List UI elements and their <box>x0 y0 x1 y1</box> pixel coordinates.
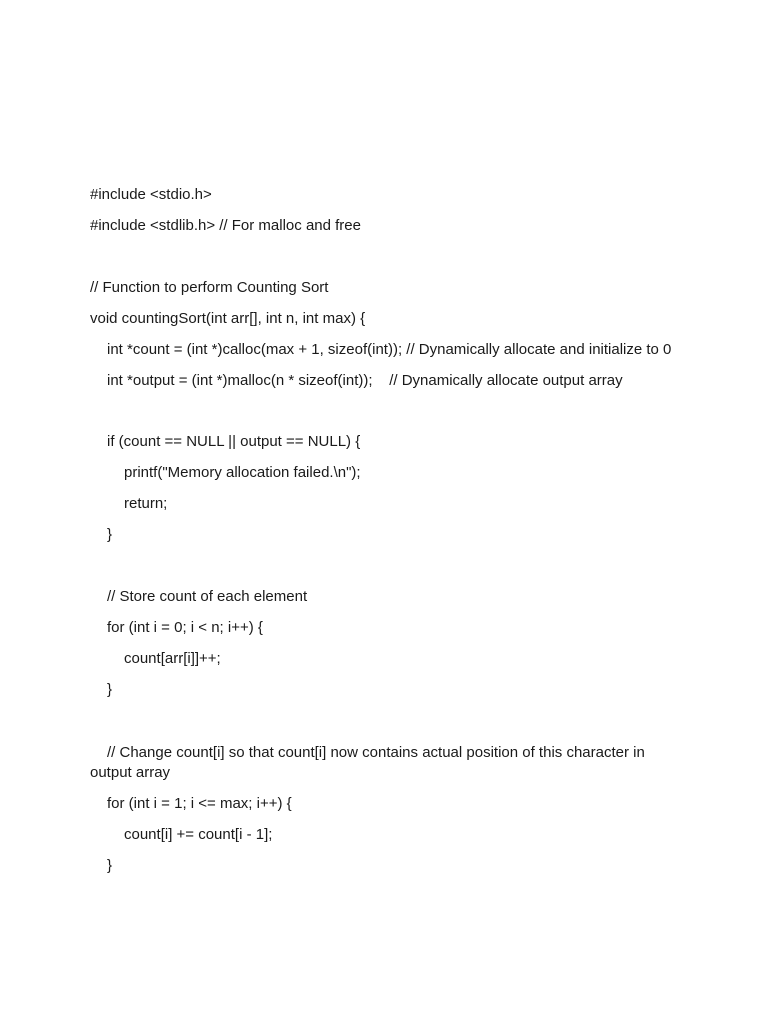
code-line-count-alloc: int *count = (int *)calloc(max + 1, sizeof(int)); // Dynamically allocate and initialize to 0 <box>107 341 672 358</box>
code-line-for-loop-prefix: for (int i = 1; i <= max; i++) { <box>107 795 292 812</box>
code-line-include-stdlib: #include <stdlib.h> // For malloc and free <box>90 217 361 234</box>
code-line-close-brace: } <box>107 857 113 874</box>
code-line-printf: printf("Memory allocation failed.\n"); <box>124 464 361 481</box>
code-line-return: return; <box>124 495 168 512</box>
code-line-for-loop-count: for (int i = 0; i < n; i++) { <box>107 619 263 636</box>
code-line-increment-count: count[arr[i]]++; <box>124 650 221 667</box>
code-line-function-signature: void countingSort(int arr[], int n, int max) { <box>90 310 366 327</box>
code-line-include-stdio: #include <stdio.h> <box>90 186 212 203</box>
code-line-close-brace: } <box>107 526 113 543</box>
code-line-prefix-sum: count[i] += count[i - 1]; <box>124 826 273 843</box>
code-line-output-alloc: int *output = (int *)malloc(n * sizeof(int)); // Dynamically allocate output array <box>107 372 623 389</box>
code-line-comment-store-count: // Store count of each element <box>107 588 308 605</box>
code-line-close-brace: } <box>107 681 113 698</box>
code-line-comment-function: // Function to perform Counting Sort <box>90 279 329 296</box>
code-line-comment-change-count: // Change count[i] so that count[i] now contains actual position of this character in output array <box>90 744 645 781</box>
code-line-null-check: if (count == NULL || output == NULL) { <box>107 433 361 450</box>
